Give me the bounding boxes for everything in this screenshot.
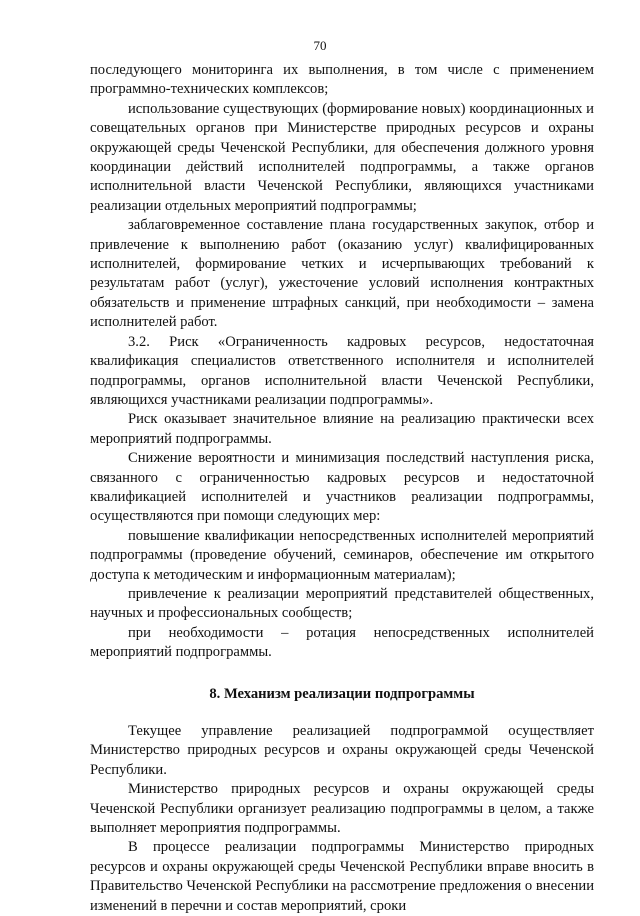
paragraph: Министерство природных ресурсов и охраны окружающей среды Чеченской Республики организует реализацию подпрограммы в целом, а также выполняет мероприятия подпрограммы. (90, 781, 594, 837)
paragraphs-before-section (90, 61, 594, 663)
section-heading: 8. Механизм реализации подпрограммы (209, 685, 475, 702)
paragraph: Текущее управление реализацией подпрограммой осуществляет Министерство природных ресурсов и охраны окружающей среды Чеченской Республики. (90, 723, 594, 778)
paragraph: при необходимости – ротация непосредственных исполнителей мероприятий подпрограммы. (90, 624, 594, 661)
paragraph: Риск оказывает значительное влияние на реализацию практически всех мероприятий подпрограммы. (90, 411, 594, 447)
paragraphs-after-section (90, 722, 594, 916)
paragraph: привлечение к реализации мероприятий представителей общественных, научных и профессиональных сообществ; (90, 585, 594, 622)
paragraph: Снижение вероятности и минимизация последствий наступления риска, связанного с ограниченностью кадровых ресурсов и недостаточной квалификацией исполнителей и участников реализации подпрограммы, осуществляются при помощи следующих мер: (90, 450, 594, 525)
paragraph: В процессе реализации подпрограммы Министерство природных ресурсов и охраны окружающей среды Чеченской Республики вправе вносить в Правительство Чеченской Республики на рассмотрение предложения о внесении изменений в перечни и состав мероприятий, сроки (90, 839, 594, 914)
document-body (90, 61, 594, 916)
page-number: 70 (313, 38, 327, 53)
paragraph: использование существующих (формирование новых) координационных и совещательных органов при Министерстве природных ресурсов и охраны окружающей среды Чеченской Республики, для обеспечения должного уровня координации действий исполнителей подпрограммы, а также органов исполнительной власти Чеченской Республики, являющихся участниками реализации отдельных мероприятий подпрограммы; (90, 100, 594, 214)
paragraph: повышение квалификации непосредственных исполнителей мероприятий подпрограммы (проведение обучений, семинаров, обеспечение им открытого доступа к методическим и информационным материалам); (90, 527, 594, 583)
paragraph: последующего мониторинга их выполнения, в том числе с применением программно-технических комплексов; (90, 62, 594, 98)
paragraph: 3.2. Риск «Ограниченность кадровых ресурсов, недостаточная квалификация специалистов ответственного исполнителя и исполнителей подпрограммы, органов исполнительной власти Чеченской Республики, являющихся участниками реализации подпрограммы». (90, 333, 594, 408)
paragraph: заблаговременное составление плана государственных закупок, отбор и привлечение к выполнению работ (оказанию услуг) квалифицированных исполнителей, формирование четких и исчерпывающих требований к результатам работ (услуг), ужесточение условий исполнения контрактных обязательств и применение штрафных санкций, при необходимости – замена исполнителей работ. (90, 217, 594, 331)
